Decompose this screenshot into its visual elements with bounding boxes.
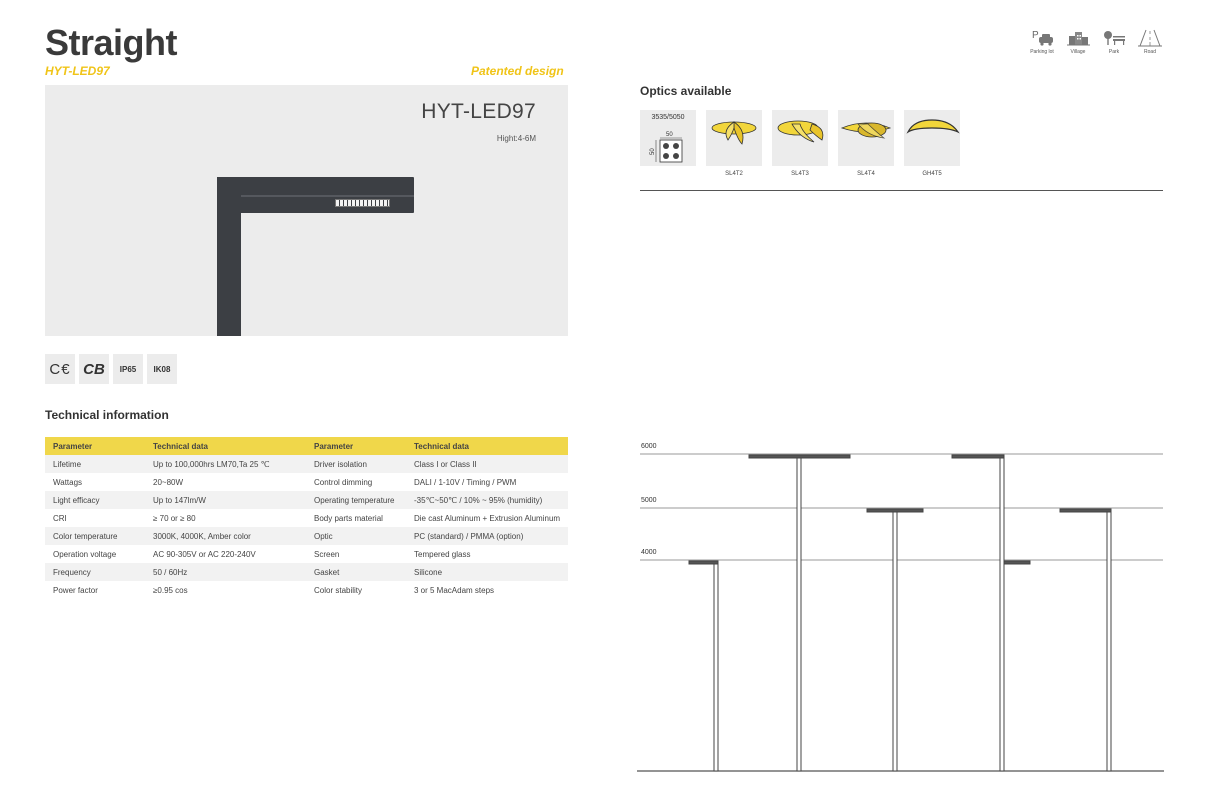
hero-height-note: Hight:4-6M <box>496 134 536 143</box>
parameter-cell: Frequency <box>45 563 145 581</box>
table-header-row <box>45 437 568 455</box>
column-header: Technical data <box>406 437 568 455</box>
optics-divider <box>640 190 1163 191</box>
application-label: Road <box>1144 49 1156 55</box>
parameter-cell: Light efficacy <box>45 491 145 509</box>
parameter-cell: Wattags <box>45 473 145 491</box>
arm-5000-a <box>867 509 923 512</box>
value-cell: PC (standard) / PMMA (option) <box>406 527 568 545</box>
application-road <box>1132 28 1168 55</box>
village-icon <box>1065 28 1091 48</box>
application-parking-lot <box>1024 28 1060 55</box>
pole-6000-b <box>1000 455 1004 771</box>
parameter-cell: Control dimming <box>306 473 406 491</box>
optics-heading: Optics available <box>640 84 732 98</box>
value-cell: AC 90-305V or AC 220-240V <box>145 545 306 563</box>
table-row <box>45 581 568 599</box>
optic-sl4t2 <box>706 110 762 177</box>
ik08-icon: IK08 <box>147 354 177 384</box>
certification-badges <box>45 354 177 384</box>
product-image <box>45 85 568 336</box>
chip-title: 3535/5050 <box>651 114 685 121</box>
optic-sl4t3 <box>772 110 828 177</box>
hero-model-label: HYT-LED97 <box>421 100 536 123</box>
park-icon <box>1101 28 1127 48</box>
column-header: Parameter <box>306 437 406 455</box>
parameter-cell: Driver isolation <box>306 455 406 473</box>
patent-note: Patented design <box>471 64 564 78</box>
value-cell: Up to 100,000hrs LM70,Ta 25 ℃ <box>145 455 306 473</box>
value-cell: 20~80W <box>145 473 306 491</box>
table-row <box>45 473 568 491</box>
value-cell: 3000K, 4000K, Amber color <box>145 527 306 545</box>
value-cell: ≥ 70 or ≥ 80 <box>145 509 306 527</box>
optic-label: SL4T3 <box>791 171 809 177</box>
application-label: Parking lot <box>1030 49 1054 55</box>
cb-mark-icon: CB <box>79 354 109 384</box>
arm-4000-b <box>1004 561 1030 564</box>
parameter-cell: Operating temperature <box>306 491 406 509</box>
arm-4000-a <box>689 561 718 564</box>
optic-label: SL4T2 <box>725 171 743 177</box>
value-cell: ≥0.95 cos <box>145 581 306 599</box>
optic-gh4t5-icon <box>904 110 960 166</box>
technical-table <box>45 437 568 599</box>
parameter-cell: Gasket <box>306 563 406 581</box>
height-label-4000: 4000 <box>641 549 657 556</box>
pole-6000-a <box>797 455 801 771</box>
parameter-cell: CRI <box>45 509 145 527</box>
optic-sl4t3-icon <box>772 110 828 166</box>
optics-list <box>640 110 960 177</box>
parameter-cell: Power factor <box>45 581 145 599</box>
height-diagram-graphic <box>637 440 1164 775</box>
chip-dim-top: 50 <box>666 132 673 138</box>
arm-6000-a <box>749 455 850 458</box>
led-module <box>335 199 390 207</box>
parameter-cell: Screen <box>306 545 406 563</box>
table-row <box>45 527 568 545</box>
road-icon <box>1137 28 1163 48</box>
pole-5000-a <box>893 509 897 771</box>
ce-mark-icon: C€ <box>45 354 75 384</box>
application-label: Park <box>1108 49 1120 55</box>
column-header: Technical data <box>145 437 306 455</box>
value-cell: -35℃~50℃ / 10% ~ 95% (humidity) <box>406 491 568 509</box>
optic-gh4t5 <box>904 110 960 177</box>
application-label: Village <box>1070 49 1086 55</box>
parameter-cell: Lifetime <box>45 455 145 473</box>
table-row <box>45 563 568 581</box>
pole-arm-edge <box>241 195 414 197</box>
pole-4000-a <box>714 561 718 771</box>
table-row <box>45 545 568 563</box>
arm-6000-b <box>952 455 1004 458</box>
value-cell: Class I or Class II <box>406 455 568 473</box>
table-row <box>45 455 568 473</box>
height-label-5000: 5000 <box>641 497 657 504</box>
mounting-height-diagram <box>637 440 1164 775</box>
value-cell: DALI / 1-10V / Timing / PWM <box>406 473 568 491</box>
application-icons <box>1024 28 1168 55</box>
parameter-cell: Operation voltage <box>45 545 145 563</box>
column-header: Parameter <box>45 437 145 455</box>
arm-5000-b <box>1060 509 1111 512</box>
parameter-cell: Optic <box>306 527 406 545</box>
height-label-6000: 6000 <box>641 443 657 450</box>
value-cell: Up to 147lm/W <box>145 491 306 509</box>
value-cell: 3 or 5 MacAdam steps <box>406 581 568 599</box>
optic-label: SL4T4 <box>857 171 875 177</box>
value-cell: Tempered glass <box>406 545 568 563</box>
value-cell: 50 / 60Hz <box>145 563 306 581</box>
value-cell: Die cast Aluminum + Extrusion Aluminum <box>406 509 568 527</box>
table-row <box>45 509 568 527</box>
ip65-icon: IP65 <box>113 354 143 384</box>
optic-sl4t4 <box>838 110 894 177</box>
application-village <box>1060 28 1096 55</box>
optic-label: GH4T5 <box>922 171 942 177</box>
parameter-cell: Color stability <box>306 581 406 599</box>
optic-chip <box>640 110 696 177</box>
application-park <box>1096 28 1132 55</box>
parameter-cell: Color temperature <box>45 527 145 545</box>
page-title: Straight <box>45 22 178 63</box>
pole-5000-b <box>1107 509 1111 771</box>
optic-sl4t2-icon <box>706 110 762 166</box>
table-row <box>45 491 568 509</box>
parking-lot-icon <box>1029 28 1055 48</box>
chip-dim-side: 50 <box>650 148 656 155</box>
led-chip-icon <box>640 110 696 166</box>
svg-text:P: P <box>1032 30 1039 41</box>
value-cell: Silicone <box>406 563 568 581</box>
parameter-cell: Body parts material <box>306 509 406 527</box>
model-code: HYT-LED97 <box>45 64 110 78</box>
technical-heading: Technical information <box>45 408 169 422</box>
optic-sl4t4-icon <box>838 110 894 166</box>
